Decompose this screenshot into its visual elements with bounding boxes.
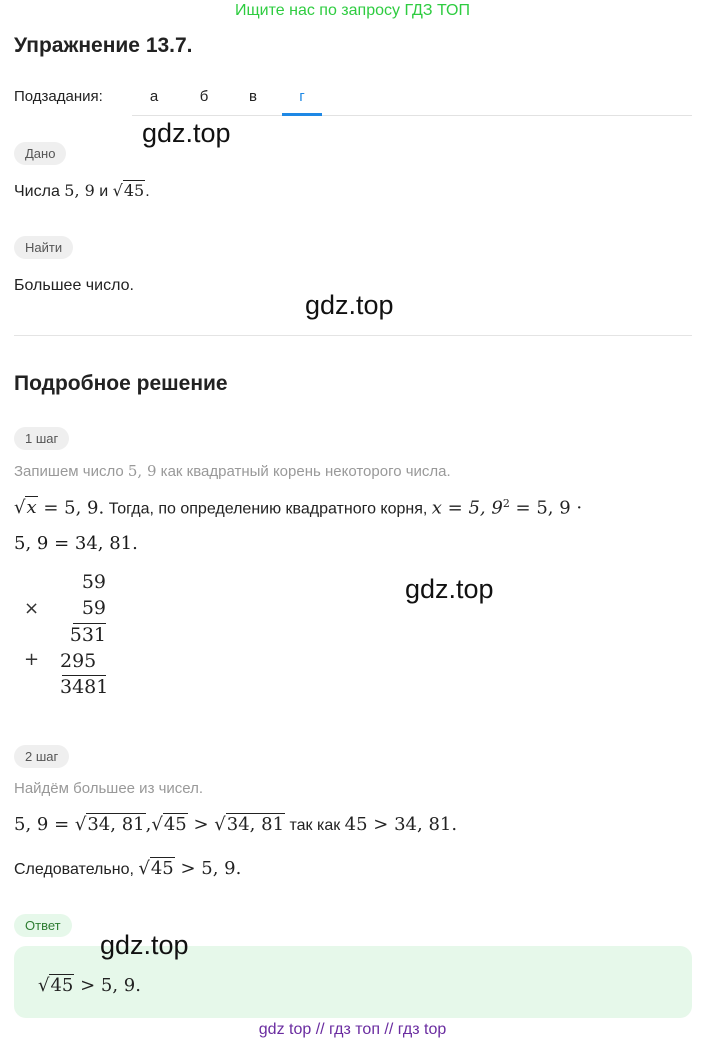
page-title: Упражнение 13.7. xyxy=(14,34,193,57)
plus-sign: + xyxy=(24,649,40,670)
step2-muted: Найдём большее из чисел. xyxy=(14,780,204,797)
watermark: gdz.top xyxy=(142,118,231,148)
watermark: gdz.top xyxy=(405,574,494,604)
active-tab-indicator xyxy=(282,113,322,116)
times-sign: × xyxy=(24,598,40,619)
tab-b[interactable]: б xyxy=(199,88,209,105)
step2-line2: Следовательно, √45 > 5, 9. xyxy=(14,858,242,879)
solution-title: Подробное решение xyxy=(14,372,228,395)
find-badge: Найти xyxy=(14,236,73,259)
mul-row: 59 xyxy=(81,571,106,593)
step2-line1: 5, 9 = √34, 81,√45 > √34, 81 так как 45 > 34, 81. xyxy=(14,814,458,835)
step1-badge: 1 шаг xyxy=(14,427,69,450)
answer-text: √45 > 5, 9. xyxy=(38,975,141,996)
step1-muted: Запишем число 5, 9 как квадратный корень некоторого числа. xyxy=(14,462,451,480)
sqrt-45: √45 xyxy=(112,181,145,200)
watermark: gdz.top xyxy=(100,930,189,960)
section-divider xyxy=(14,335,692,336)
given-badge: Дано xyxy=(14,142,66,165)
tabs-divider xyxy=(132,115,692,116)
tab-v[interactable]: в xyxy=(249,88,257,105)
top-banner: Ищите нас по запросу ГДЗ ТОП xyxy=(235,2,470,19)
footer-links[interactable]: gdz top // гдз топ // гдз top xyxy=(258,1021,447,1038)
tab-g[interactable]: г xyxy=(299,88,305,105)
answer-badge: Ответ xyxy=(14,914,72,937)
subtasks-label: Подзадания: xyxy=(14,88,103,105)
watermark: gdz.top xyxy=(305,290,394,320)
given-text: Числа 5, 9 и √45. xyxy=(14,181,150,200)
tab-a[interactable]: а xyxy=(149,88,159,105)
mul-row: 59 xyxy=(81,597,106,619)
step1-line2: 5, 9 = 34, 81. xyxy=(14,533,138,554)
step2-badge: 2 шаг xyxy=(14,745,69,768)
mul-row: 3481 xyxy=(60,676,109,698)
mul-row: 295 xyxy=(60,650,97,672)
mul-row: 531 xyxy=(69,624,106,646)
find-text: Большее число. xyxy=(14,277,134,294)
step1-line1: √x = 5, 9. Тогда, по определению квадратного корня, x = 5, $9^2 = 5$, 9 · xyxy=(14,497,583,519)
